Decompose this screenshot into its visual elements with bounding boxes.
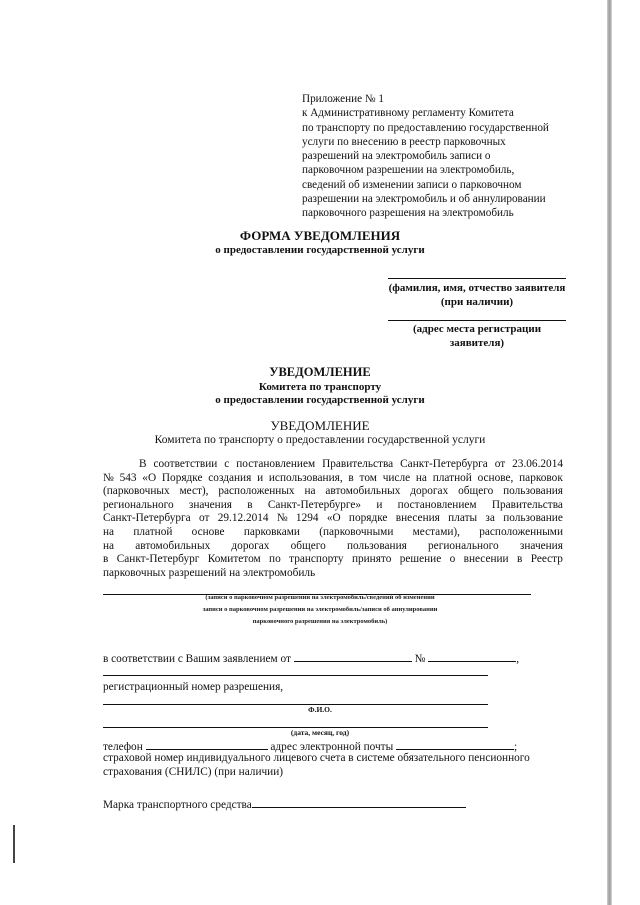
notice-service-bold: о предоставлении государственной услуги — [215, 394, 425, 406]
appendix-line: разрешении на электромобиль и об аннулировании — [302, 193, 546, 206]
notice-committee-bold: Комитета по транспорту — [258, 381, 382, 393]
applicant-address-caption: (адрес места регистрации заявителя) — [412, 323, 542, 349]
applicant-name-line — [388, 278, 566, 279]
body-line: (парковочных мест), расположенных на автомобильных дорогах общего пользования — [103, 485, 563, 498]
applicant-name-caption: (фамилия, имя, отчество заявителя (при наличии) — [388, 282, 566, 308]
application-label: в соответствии с Вашим заявлением от — [103, 653, 291, 665]
snils-line: страховой номер индивидуального лицевого счета в системе обязательного пенсионного — [103, 752, 530, 764]
phone-label: телефон — [103, 741, 143, 753]
application-row: в соответствии с Вашим заявлением от № , — [103, 650, 519, 665]
record-caption-line: записи о парковочном разрешении на электромобиль/записи об аннулировании — [202, 606, 438, 613]
blank-line — [103, 675, 488, 676]
fio-caption: Ф.И.О. — [308, 705, 332, 714]
body-line: регионального значения в Санкт-Петербурге» и постановлением Правительства — [103, 498, 563, 511]
body-line: в Санкт-Петербург Комитетом по транспорту принято решение о внесении в Реестр — [103, 553, 563, 566]
body-line: на платной основе парковками (парковочными местами), расположенными — [103, 525, 563, 538]
record-caption-line: парковочного разрешения на электромобиль) — [252, 618, 388, 625]
date-caption: (дата, месяц, год) — [290, 728, 350, 737]
vehicle-field[interactable] — [252, 796, 466, 808]
contact-row: телефон адрес электронной почты ; — [103, 738, 517, 753]
appendix-line: по транспорту по предоставлению государственной — [302, 121, 549, 134]
registration-label: регистрационный номер разрешения, — [103, 681, 284, 693]
snils-line: страхования (СНИЛС) (при наличии) — [103, 766, 284, 778]
record-caption-line: (записи о парковочном разрешении на электромобиль/сведений об изменении — [205, 594, 435, 601]
appendix-line: сведений об изменении записи о парковочном — [302, 178, 522, 191]
body-line: парковочных разрешений на электромобиль — [103, 566, 316, 579]
number-sign: № — [414, 653, 426, 665]
form-subtitle: о предоставлении государственной услуги — [215, 244, 425, 256]
body-line: В соответствии с постановлением Правительства Санкт-Петербурга от 23.06.2014 — [139, 458, 563, 470]
vehicle-label: Марка транспортного средства — [103, 799, 252, 811]
email-field[interactable] — [396, 738, 514, 750]
appendix-line: Приложение № 1 — [302, 93, 384, 105]
application-number-field[interactable] — [428, 650, 516, 662]
notice-title-plain: УВЕДОМЛЕНИЕ — [270, 418, 370, 433]
appendix-header — [302, 92, 582, 221]
body-line: № 543 «О Порядке создания и использования, в том числе на платной основе, парковок — [103, 471, 563, 484]
notice-title-bold: УВЕДОМЛЕНИЕ — [269, 365, 371, 379]
appendix-line: к Административному регламенту Комитета — [302, 107, 514, 120]
appendix-line: услуги по внесению в реестр парковочных — [302, 135, 506, 148]
scan-edge-shadow — [607, 0, 612, 905]
form-title: ФОРМА УВЕДОМЛЕНИЯ — [239, 228, 401, 243]
vehicle-row — [103, 796, 466, 811]
appendix-line: парковочного разрешения на электромобиль — [302, 207, 514, 220]
appendix-line: разрешений на электромобиль записи о — [302, 150, 491, 163]
phone-field[interactable] — [146, 738, 268, 750]
applicant-address-line — [388, 320, 566, 321]
body-line: на автомобильных дорогах общего пользования регионального значения — [103, 539, 563, 552]
appendix-line: парковочном разрешении на электромобиль, — [302, 164, 515, 177]
decision-paragraph — [103, 458, 563, 580]
email-label: адрес электронной почты — [270, 741, 394, 753]
body-line: Санкт-Петербурга от 29.12.2014 № 1294 «О порядке внесения платы за пользование — [103, 512, 563, 525]
scan-mark — [13, 825, 15, 863]
application-date-field[interactable] — [294, 650, 412, 662]
notice-subtitle-plain: Комитета по транспорту о предоставлении государственной услуги — [154, 434, 486, 446]
